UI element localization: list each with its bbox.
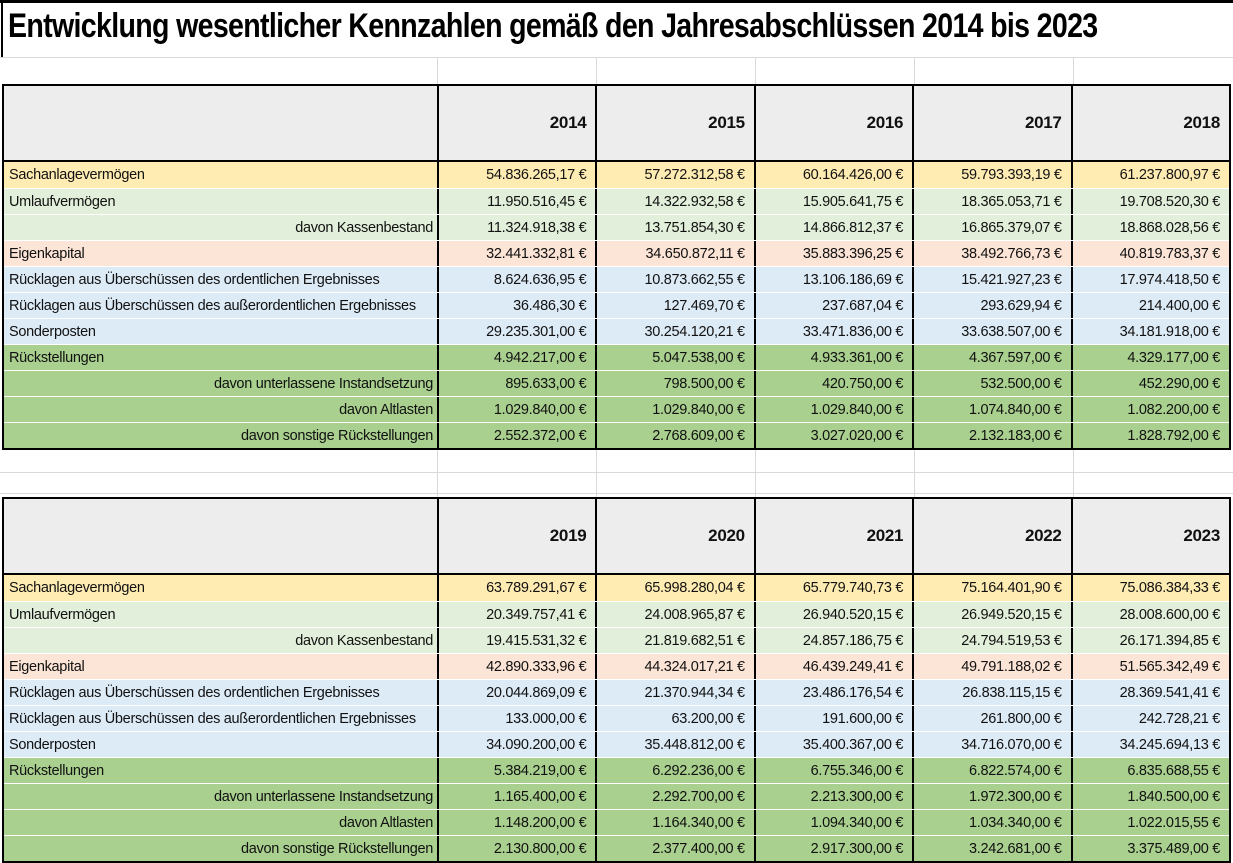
table-row-davon-unterlassene-instandsetzung [4,370,1229,396]
value-cell-ruecklagen-ausserordentliches-ergebnis-2015: 127.469,70 € [595,293,753,318]
year-header-2023: 2023 [1071,499,1229,573]
kennzahlen-table-2019-2023 [2,497,1231,863]
year-header-2015: 2015 [595,86,753,160]
table-row-sachanlagevermoegen [4,575,1229,601]
value-cell-umlaufvermoegen-2016: 15.905.641,75 € [754,189,912,214]
header-corner-cell [4,86,437,160]
row-label-davon-altlasten: davon Altlasten [339,814,433,831]
row-label-sonderposten: Sonderposten [9,323,96,340]
row-label-davon-kassenbestand: davon Kassenbestand [295,632,433,649]
row-label-davon-sonstige-rueckstellungen: davon sonstige Rückstellungen [240,427,433,444]
value-cell-davon-unterlassene-instandsetzung-2023: 1.840.500,00 € [1071,784,1229,809]
table-row-ruecklagen-ordentliches-ergebnis [4,266,1229,292]
value-cell-ruecklagen-ausserordentliches-ergebnis-2018: 214.400,00 € [1071,293,1229,318]
value-cell-sachanlagevermoegen-2019: 63.789.291,67 € [437,575,595,601]
value-cell-umlaufvermoegen-2014: 11.950.516,45 € [437,189,595,214]
row-label-davon-unterlassene-instandsetzung: davon unterlassene Instandsetzung [213,375,433,392]
value-cell-umlaufvermoegen-2022: 26.949.520,15 € [912,602,1070,627]
row-label-sachanlagevermoegen: Sachanlagevermögen [9,167,145,183]
value-cell-sonderposten-2021: 35.400.367,00 € [754,732,912,757]
table-row-sachanlagevermoegen [4,162,1229,188]
header-corner-cell [4,499,437,573]
value-cell-ruecklagen-ausserordentliches-ergebnis-2019: 133.000,00 € [437,706,595,731]
value-cell-davon-kassenbestand-2023: 26.171.394,85 € [1071,628,1229,653]
value-cell-davon-kassenbestand-2019: 19.415.531,32 € [437,628,595,653]
table-row-ruecklagen-ausserordentliches-ergebnis [4,292,1229,318]
page-title: Entwicklung wesentlicher Kennzahlen gemäß den Jahresabschlüssen 2014 bis 2023 [8,7,1098,45]
table-row-davon-kassenbestand [4,214,1229,240]
value-cell-davon-kassenbestand-2016: 14.866.812,37 € [754,215,912,240]
table-row-umlaufvermoegen [4,188,1229,214]
column-gridline [596,450,597,497]
value-cell-davon-sonstige-rueckstellungen-2022: 3.242.681,00 € [912,836,1070,861]
column-gridline [437,58,438,84]
value-cell-sachanlagevermoegen-2016: 60.164.426,00 € [754,162,912,188]
value-cell-davon-sonstige-rueckstellungen-2014: 2.552.372,00 € [437,423,595,448]
value-cell-davon-unterlassene-instandsetzung-2022: 1.972.300,00 € [912,784,1070,809]
value-cell-davon-kassenbestand-2021: 24.857.186,75 € [754,628,912,653]
value-cell-sachanlagevermoegen-2017: 59.793.393,19 € [912,162,1070,188]
value-cell-sonderposten-2022: 34.716.070,00 € [912,732,1070,757]
value-cell-davon-unterlassene-instandsetzung-2017: 532.500,00 € [912,371,1070,396]
table-row-umlaufvermoegen [4,601,1229,627]
row-label-rueckstellungen: Rückstellungen [9,349,104,366]
value-cell-ruecklagen-ausserordentliches-ergebnis-2023: 242.728,21 € [1071,706,1229,731]
value-cell-davon-sonstige-rueckstellungen-2019: 2.130.800,00 € [437,836,595,861]
table-header-row [4,499,1229,575]
row-gridline [0,472,1233,473]
row-label-ruecklagen-ausserordentliches-ergebnis: Rücklagen aus Überschüssen des außerordentlichen Ergebnisses [9,297,416,314]
value-cell-davon-unterlassene-instandsetzung-2020: 2.292.700,00 € [595,784,753,809]
value-cell-sachanlagevermoegen-2018: 61.237.800,97 € [1071,162,1229,188]
table-row-davon-kassenbestand [4,627,1229,653]
value-cell-eigenkapital-2015: 34.650.872,11 € [595,241,753,266]
row-label-sonderposten: Sonderposten [9,736,96,753]
value-cell-ruecklagen-ordentliches-ergebnis-2019: 20.044.869,09 € [437,680,595,705]
value-cell-ruecklagen-ordentliches-ergebnis-2016: 13.106.186,69 € [754,267,912,292]
table-row-ruecklagen-ausserordentliches-ergebnis [4,705,1229,731]
value-cell-davon-sonstige-rueckstellungen-2016: 3.027.020,00 € [754,423,912,448]
value-cell-umlaufvermoegen-2017: 18.365.053,71 € [912,189,1070,214]
row-label-davon-sonstige-rueckstellungen: davon sonstige Rückstellungen [240,840,433,857]
value-cell-ruecklagen-ausserordentliches-ergebnis-2016: 237.687,04 € [754,293,912,318]
row-label-davon-altlasten: davon Altlasten [339,401,433,418]
year-header-2020: 2020 [595,499,753,573]
table-row-davon-unterlassene-instandsetzung [4,783,1229,809]
value-cell-davon-sonstige-rueckstellungen-2017: 2.132.183,00 € [912,423,1070,448]
column-gridline [755,58,756,84]
value-cell-eigenkapital-2016: 35.883.396,25 € [754,241,912,266]
row-label-davon-unterlassene-instandsetzung: davon unterlassene Instandsetzung [213,788,433,805]
year-header-2021: 2021 [754,499,912,573]
year-header-2018: 2018 [1071,86,1229,160]
value-cell-eigenkapital-2020: 44.324.017,21 € [595,654,753,679]
value-cell-davon-sonstige-rueckstellungen-2023: 3.375.489,00 € [1071,836,1229,861]
column-gridline [1073,450,1074,497]
value-cell-davon-kassenbestand-2018: 18.868.028,56 € [1071,215,1229,240]
value-cell-rueckstellungen-2014: 4.942.217,00 € [437,345,595,370]
row-label-eigenkapital: Eigenkapital [9,658,85,675]
value-cell-ruecklagen-ausserordentliches-ergebnis-2020: 63.200,00 € [595,706,753,731]
column-gridline [437,450,438,497]
value-cell-davon-sonstige-rueckstellungen-2018: 1.828.792,00 € [1071,423,1229,448]
table-body [4,162,1229,448]
column-gridline [596,58,597,84]
year-header-2014: 2014 [437,86,595,160]
value-cell-sonderposten-2019: 34.090.200,00 € [437,732,595,757]
value-cell-ruecklagen-ordentliches-ergebnis-2014: 8.624.636,95 € [437,267,595,292]
value-cell-davon-kassenbestand-2015: 13.751.854,30 € [595,215,753,240]
year-header-2022: 2022 [912,499,1070,573]
value-cell-eigenkapital-2014: 32.441.332,81 € [437,241,595,266]
value-cell-eigenkapital-2017: 38.492.766,73 € [912,241,1070,266]
table-row-davon-sonstige-rueckstellungen [4,835,1229,861]
value-cell-sachanlagevermoegen-2023: 75.086.384,33 € [1071,575,1229,601]
value-cell-davon-unterlassene-instandsetzung-2015: 798.500,00 € [595,371,753,396]
value-cell-sonderposten-2017: 33.638.507,00 € [912,319,1070,344]
table-header-row [4,86,1229,162]
value-cell-eigenkapital-2018: 40.819.783,37 € [1071,241,1229,266]
value-cell-davon-altlasten-2021: 1.094.340,00 € [754,810,912,835]
value-cell-umlaufvermoegen-2019: 20.349.757,41 € [437,602,595,627]
table-row-davon-altlasten [4,809,1229,835]
row-label-eigenkapital: Eigenkapital [9,245,85,262]
value-cell-ruecklagen-ordentliches-ergebnis-2020: 21.370.944,34 € [595,680,753,705]
column-gridline [1073,58,1074,84]
value-cell-davon-altlasten-2020: 1.164.340,00 € [595,810,753,835]
row-gridline [0,493,1233,494]
value-cell-davon-altlasten-2015: 1.029.840,00 € [595,397,753,422]
value-cell-sonderposten-2016: 33.471.836,00 € [754,319,912,344]
value-cell-davon-unterlassene-instandsetzung-2019: 1.165.400,00 € [437,784,595,809]
value-cell-eigenkapital-2022: 49.791.188,02 € [912,654,1070,679]
value-cell-davon-kassenbestand-2022: 24.794.519,53 € [912,628,1070,653]
table-body [4,575,1229,861]
value-cell-rueckstellungen-2020: 6.292.236,00 € [595,758,753,783]
row-label-umlaufvermoegen: Umlaufvermögen [9,193,116,210]
value-cell-sonderposten-2020: 35.448.812,00 € [595,732,753,757]
value-cell-sonderposten-2018: 34.181.918,00 € [1071,319,1229,344]
value-cell-ruecklagen-ordentliches-ergebnis-2015: 10.873.662,55 € [595,267,753,292]
value-cell-sachanlagevermoegen-2022: 75.164.401,90 € [912,575,1070,601]
value-cell-eigenkapital-2019: 42.890.333,96 € [437,654,595,679]
title-block [8,7,1233,57]
year-header-2016: 2016 [754,86,912,160]
value-cell-davon-sonstige-rueckstellungen-2021: 2.917.300,00 € [754,836,912,861]
year-header-2019: 2019 [437,499,595,573]
value-cell-davon-altlasten-2014: 1.029.840,00 € [437,397,595,422]
top-border-rule [0,0,1233,3]
table-row-sonderposten [4,318,1229,344]
value-cell-sonderposten-2014: 29.235.301,00 € [437,319,595,344]
value-cell-rueckstellungen-2021: 6.755.346,00 € [754,758,912,783]
table-row-sonderposten [4,731,1229,757]
value-cell-umlaufvermoegen-2015: 14.322.932,58 € [595,189,753,214]
value-cell-rueckstellungen-2016: 4.933.361,00 € [754,345,912,370]
value-cell-rueckstellungen-2019: 5.384.219,00 € [437,758,595,783]
table-row-eigenkapital [4,240,1229,266]
value-cell-davon-altlasten-2018: 1.082.200,00 € [1071,397,1229,422]
value-cell-ruecklagen-ordentliches-ergebnis-2021: 23.486.176,54 € [754,680,912,705]
row-label-sachanlagevermoegen: Sachanlagevermögen [9,580,145,596]
value-cell-rueckstellungen-2018: 4.329.177,00 € [1071,345,1229,370]
row-label-davon-kassenbestand: davon Kassenbestand [295,219,433,236]
table-row-davon-sonstige-rueckstellungen [4,422,1229,448]
value-cell-davon-kassenbestand-2020: 21.819.682,51 € [595,628,753,653]
value-cell-umlaufvermoegen-2020: 24.008.965,87 € [595,602,753,627]
value-cell-rueckstellungen-2022: 6.822.574,00 € [912,758,1070,783]
value-cell-ruecklagen-ordentliches-ergebnis-2022: 26.838.115,15 € [912,680,1070,705]
column-gridline [914,58,915,84]
table-row-ruecklagen-ordentliches-ergebnis [4,679,1229,705]
column-gridline [914,450,915,497]
value-cell-davon-sonstige-rueckstellungen-2020: 2.377.400,00 € [595,836,753,861]
kennzahlen-table-2014-2018 [2,84,1231,450]
value-cell-sonderposten-2023: 34.245.694,13 € [1071,732,1229,757]
value-cell-davon-sonstige-rueckstellungen-2015: 2.768.609,00 € [595,423,753,448]
value-cell-ruecklagen-ordentliches-ergebnis-2023: 28.369.541,41 € [1071,680,1229,705]
value-cell-davon-altlasten-2016: 1.029.840,00 € [754,397,912,422]
value-cell-sachanlagevermoegen-2021: 65.779.740,73 € [754,575,912,601]
row-label-ruecklagen-ausserordentliches-ergebnis: Rücklagen aus Überschüssen des außerordentlichen Ergebnisses [9,710,416,727]
value-cell-umlaufvermoegen-2023: 28.008.600,00 € [1071,602,1229,627]
value-cell-davon-altlasten-2017: 1.074.840,00 € [912,397,1070,422]
value-cell-davon-unterlassene-instandsetzung-2016: 420.750,00 € [754,371,912,396]
row-label-umlaufvermoegen: Umlaufvermögen [9,606,116,623]
row-label-ruecklagen-ordentliches-ergebnis: Rücklagen aus Überschüssen des ordentlichen Ergebnisses [9,271,380,288]
value-cell-ruecklagen-ausserordentliches-ergebnis-2022: 261.800,00 € [912,706,1070,731]
value-cell-sachanlagevermoegen-2014: 54.836.265,17 € [437,162,595,188]
table-row-eigenkapital [4,653,1229,679]
table-row-rueckstellungen [4,757,1229,783]
year-header-2017: 2017 [912,86,1070,160]
value-cell-davon-kassenbestand-2014: 11.324.918,38 € [437,215,595,240]
value-cell-davon-altlasten-2022: 1.034.340,00 € [912,810,1070,835]
value-cell-ruecklagen-ordentliches-ergebnis-2017: 15.421.927,23 € [912,267,1070,292]
value-cell-umlaufvermoegen-2021: 26.940.520,15 € [754,602,912,627]
value-cell-eigenkapital-2023: 51.565.342,49 € [1071,654,1229,679]
row-label-ruecklagen-ordentliches-ergebnis: Rücklagen aus Überschüssen des ordentlichen Ergebnisses [9,684,380,701]
value-cell-ruecklagen-ausserordentliches-ergebnis-2014: 36.486,30 € [437,293,595,318]
value-cell-davon-unterlassene-instandsetzung-2014: 895.633,00 € [437,371,595,396]
value-cell-davon-altlasten-2023: 1.022.015,55 € [1071,810,1229,835]
value-cell-davon-unterlassene-instandsetzung-2021: 2.213.300,00 € [754,784,912,809]
value-cell-sachanlagevermoegen-2015: 57.272.312,58 € [595,162,753,188]
value-cell-sonderposten-2015: 30.254.120,21 € [595,319,753,344]
row-gridline [0,57,1233,58]
value-cell-umlaufvermoegen-2018: 19.708.520,30 € [1071,189,1229,214]
value-cell-ruecklagen-ausserordentliches-ergebnis-2021: 191.600,00 € [754,706,912,731]
value-cell-sachanlagevermoegen-2020: 65.998.280,04 € [595,575,753,601]
value-cell-davon-kassenbestand-2017: 16.865.379,07 € [912,215,1070,240]
title-left-border [1,0,3,58]
value-cell-rueckstellungen-2017: 4.367.597,00 € [912,345,1070,370]
value-cell-eigenkapital-2021: 46.439.249,41 € [754,654,912,679]
row-label-rueckstellungen: Rückstellungen [9,762,104,779]
column-gridline [755,450,756,497]
value-cell-davon-altlasten-2019: 1.148.200,00 € [437,810,595,835]
value-cell-ruecklagen-ordentliches-ergebnis-2018: 17.974.418,50 € [1071,267,1229,292]
value-cell-davon-unterlassene-instandsetzung-2018: 452.290,00 € [1071,371,1229,396]
value-cell-rueckstellungen-2015: 5.047.538,00 € [595,345,753,370]
table-row-davon-altlasten [4,396,1229,422]
value-cell-ruecklagen-ausserordentliches-ergebnis-2017: 293.629,94 € [912,293,1070,318]
table-row-rueckstellungen [4,344,1229,370]
value-cell-rueckstellungen-2023: 6.835.688,55 € [1071,758,1229,783]
